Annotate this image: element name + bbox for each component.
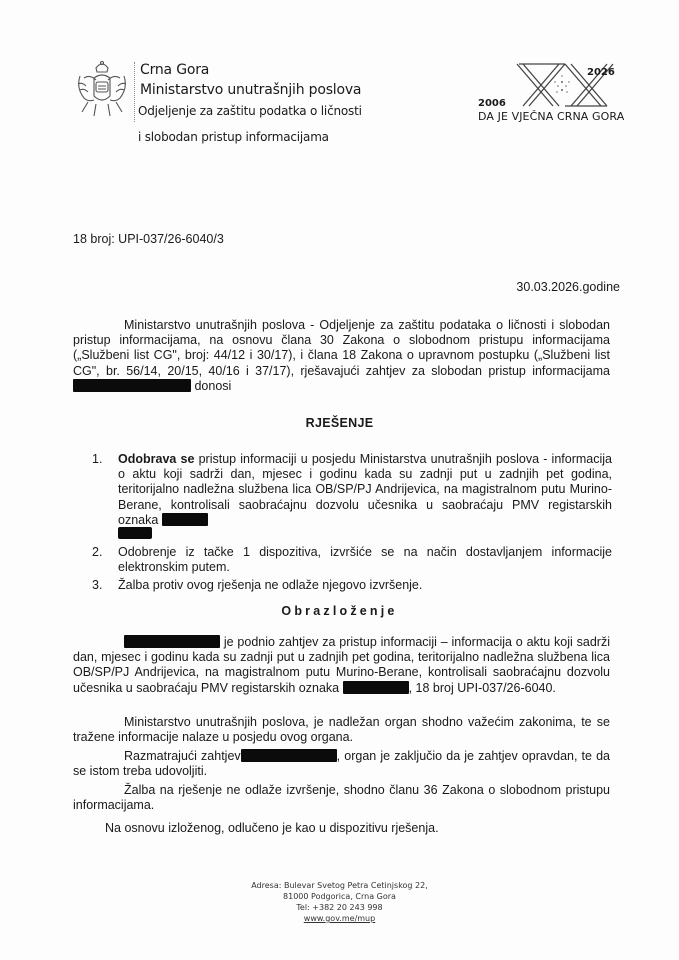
intro-text: Ministarstvo unutrašnjih poslova - Odjeljenje za zaštitu podataka o ličnosti i slobodan pristup informacijama, na osnovu člana 30 Zakona o slobodnom pristupu informacijama („Službeni list CG", broj: 44/12 i 30/17), i člana 18 Zakona o upravnom postupku („Službeni list CG", br. 56/14, 20/15, 40/16 i 37/17), rješavajući zahtjev za slobodan pristup informacijama [73, 318, 610, 378]
header-department-line2: i slobodan pristup informacijama [138, 130, 329, 144]
redacted-plate-number-continued [118, 527, 152, 539]
decision-title: RJEŠENJE [305, 416, 374, 430]
footer-address-line2: 81000 Podgorica, Crna Gora [283, 892, 396, 901]
logo-year-start: 2006 [478, 98, 506, 109]
reasoning-paragraph-5: Na osnovu izloženog, odlučeno je kao u dispozitivu rješenja. [105, 821, 439, 835]
redacted-requester-name [73, 379, 191, 392]
decision-item: 2. Odobrenje iz tačke 1 dispozitiva, izvršiće se na način dostavljanjem informacije elektronskim putem. [92, 545, 612, 575]
decision-items-list [92, 452, 612, 597]
header-department-line1: Odjeljenje za zaštitu podatka o ličnosti [138, 104, 362, 118]
reasoning-paragraph-2: Ministarstvo unutrašnjih poslova, je nadležan organ shodno važećim zakonima, te se tražene informacije nalaze u posjedu ovog organa. [73, 715, 610, 745]
decision-item-bold-lead: Odobrava se [118, 452, 195, 466]
coat-of-arms-icon [74, 58, 130, 120]
decision-item: 3. Žalba protiv ovog rješenja ne odlaže njegovo izvršenje. [92, 578, 423, 593]
footer-phone: Tel: +382 20 243 998 [296, 903, 383, 912]
footer-contact [0, 880, 679, 924]
decision-item: 1. Odobrava se pristup informaciji u posjedu Ministarstva unutrašnjih poslova - informacija o aktu koji sadrži dan, mjesec i godinu kada su zadnji put u zadnjih pet godina, teritorijalno nadležna službena lica OB/SP/PJ Andrijevica, na magistralnom putu Murino-Berane, kontrolisali saobraćajnu dozvolu učesnika u saobraćaju PMV registarskih oznaka [92, 452, 612, 539]
reasoning-paragraph-4: Žalba na rješenje ne odlaže izvršenje, shodno članu 36 Zakona o slobodnom pristupu informacijama. [73, 783, 610, 813]
header-divider [134, 62, 135, 122]
reasoning-title: Obrazloženje [281, 604, 398, 618]
logo-year-end: 2026 [587, 67, 615, 78]
redacted-plate-number [343, 681, 409, 694]
header-ministry: Ministarstvo unutrašnjih poslova [140, 82, 362, 98]
header-country: Crna Gora [140, 62, 210, 78]
redacted-requester-name [241, 749, 337, 762]
footer-website-link[interactable]: www.gov.me/mup [303, 914, 376, 923]
reasoning-paragraph-3: Razmatrajući zahtjev , organ je zaključio da je zahtjev opravdan, te da se istom treba udovoljiti. [73, 749, 611, 779]
redacted-requester-name [124, 635, 220, 648]
reference-number: 18 broj: UPI-037/26-6040/3 [73, 232, 224, 246]
logo-motto: DA JE VJEČNA CRNA GORA [478, 110, 625, 123]
reasoning-paragraph-1: je podnio zahtjev za pristup informaciji – informacija o aktu koji sadrži dan, mjesec i godinu kada su zadnji put u zadnjih pet godina, teritorijalno nadležna službena lica OB/SP/PJ Andrijevica, na magistralnom putu Murino-Berane, kontrolisali saobraćajnu dozvolu učesnika u saobraćaju PMV registarskih oznaka , 18 broj UPI-037/26-6040. [73, 635, 610, 695]
intro-paragraph [73, 318, 610, 394]
intro-text-end: donosi [194, 378, 232, 393]
redacted-plate-number [162, 513, 208, 526]
footer-address-line1: Adresa: Bulevar Svetog Petra Cetinjskog 22, [251, 881, 428, 890]
document-date: 30.03.2026.godine [516, 280, 620, 294]
